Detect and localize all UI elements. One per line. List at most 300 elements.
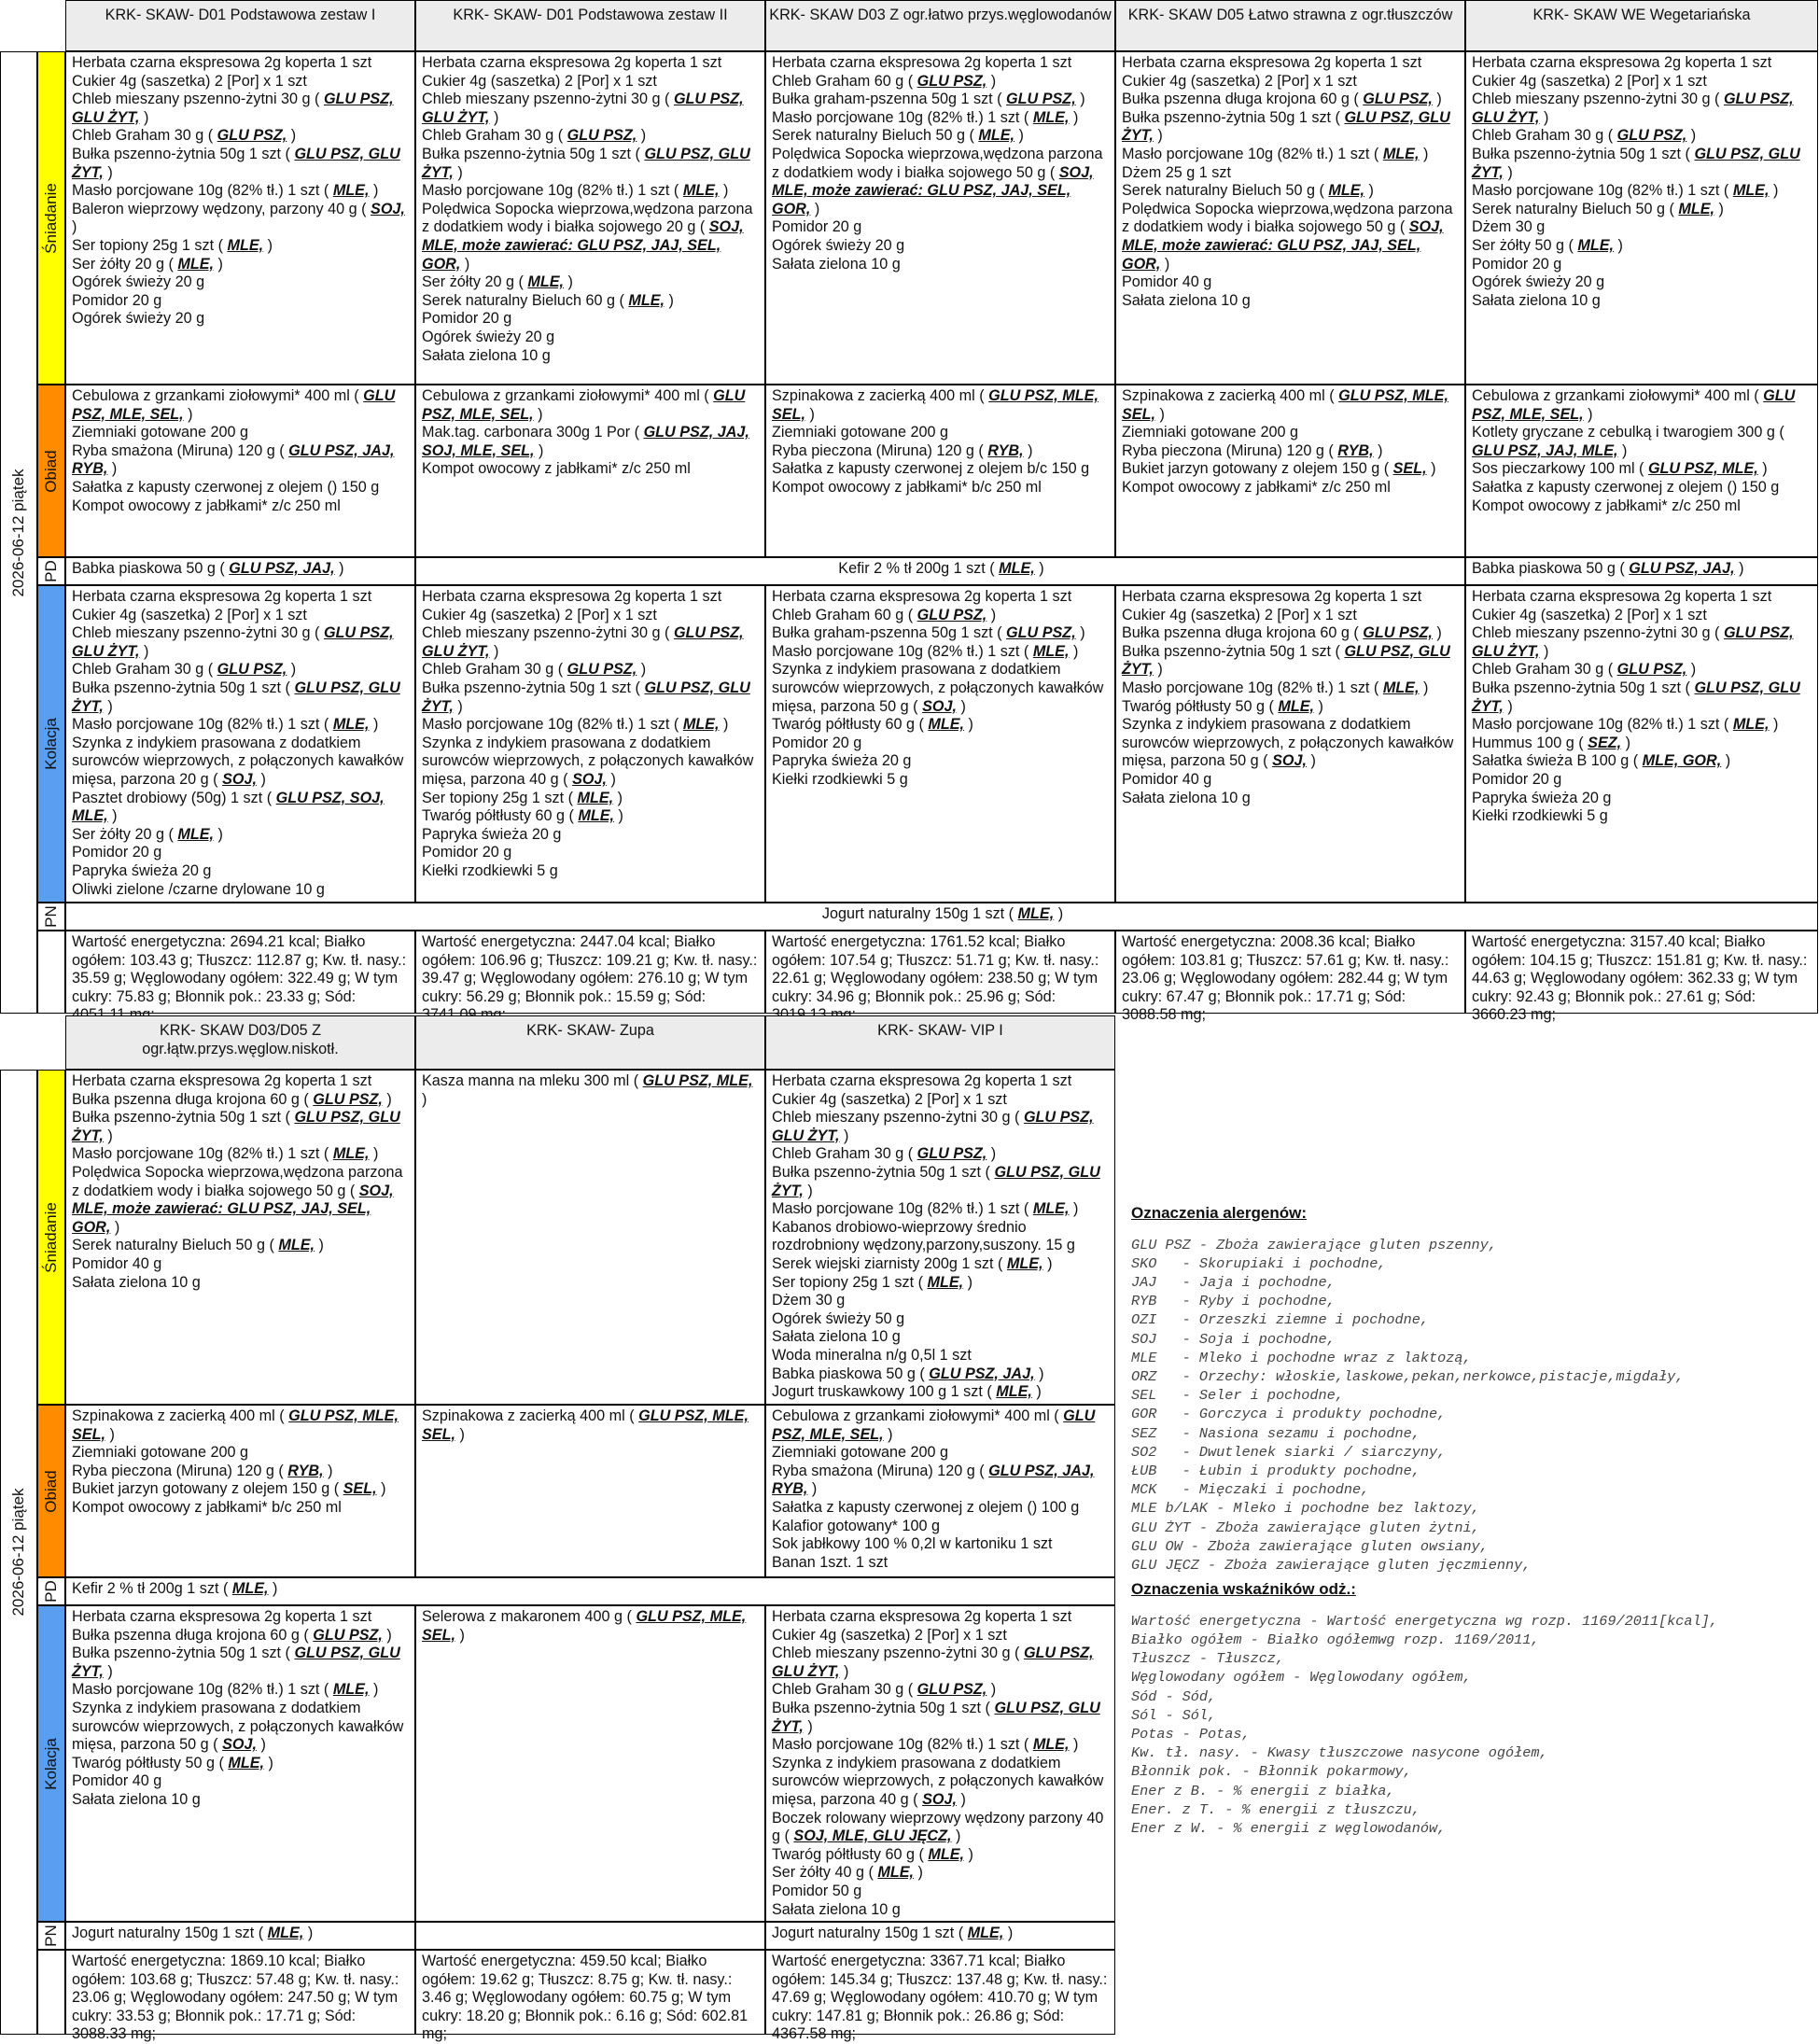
breakfast-cell	[765, 51, 1115, 385]
menu-item: Cebulowa z grzankami ziołowymi* 400 ml ( GLU PSZ, MLE, SEL, )	[72, 387, 396, 423]
menu-item: Cukier 4g (saszetka) 2 [Por] x 1 szt	[1122, 606, 1357, 623]
menu-item: Herbata czarna ekspresowa 2g koperta 1 szt	[72, 588, 372, 605]
allergen-codes: MLE,	[928, 716, 965, 734]
nutrition-cell	[1115, 931, 1465, 1024]
allergen-codes: MLE,	[877, 1864, 915, 1882]
lunch-cell	[65, 1405, 415, 1577]
allergen-codes: SOJ,	[922, 697, 957, 715]
allergen-codes: MLE,	[578, 807, 615, 825]
menu-item: Ryba pieczona (Miruna) 120 g ( RYB, )	[72, 1462, 333, 1479]
allergen-codes: MLE, GOR,	[1642, 752, 1722, 770]
meal-label: PN	[42, 905, 61, 928]
menu-item: Sałata zielona 10 g	[772, 1900, 901, 1918]
menu-item: Cebulowa z grzankami ziołowymi* 400 ml ( GLU PSZ, MLE, SEL, )	[1472, 387, 1796, 423]
nutrition-cell	[415, 931, 765, 1014]
menu-item: Ziemniaki gotowane 200 g	[772, 1444, 948, 1462]
menu-item: Masło porcjowane 10g (82% tł.) 1 szt ( MLE, )	[1472, 716, 1779, 734]
menu-item: Chleb mieszany pszenno-żytni 30 g ( GLU PSZ, GLU ŻYT, )	[72, 91, 394, 126]
supper-cell	[65, 1605, 415, 1922]
menu-item: Cukier 4g (saszetka) 2 [Por] x 1 szt	[772, 1090, 1007, 1108]
supper-cell	[1465, 585, 1818, 903]
legend-item: Potas - Potas,	[1131, 1726, 1251, 1743]
menu-item: Bułka pszenno-żytnia 50g 1 szt ( GLU PSZ, GLU ŻYT, )	[1472, 679, 1800, 715]
menu-item: Szpinakowa z zacierką 400 ml ( GLU PSZ, MLE, SEL, )	[772, 387, 1098, 423]
menu-item: Kiełki rzodkiewki 5 g	[772, 770, 908, 788]
menu-item: Ser żółty 20 g ( MLE, )	[72, 255, 223, 273]
allergen-codes: MLE,	[228, 1754, 265, 1771]
menu-item: Mak.tag. carbonara 300g 1 Por ( GLU PSZ, JAJ, SOJ, MLE, SEL, )	[422, 424, 749, 459]
legend-item: GLU OW - Zboża zawierające gluten owsiany,	[1131, 1537, 1489, 1555]
menu-item: Pomidor 20 g	[72, 844, 162, 861]
menu-item: Wartość energetyczna: 1761.52 kcal; Białko ogółem: 107.54 g; Tłuszcz: 51.71 g; Kw. tł. nasy.: 22.61 g; Węglowodany ogółem: 238.50 g; W tym cukry: 34.96 g; Błonnik pok.: 25.96 g; Sód:	[772, 933, 1099, 1005]
allergen-codes: MLE,	[978, 127, 1015, 145]
allergen-codes: GLU PSZ,	[1616, 661, 1687, 679]
allergen-codes: GLU PSZ, GLU ŻYT,	[1472, 679, 1800, 715]
menu-item: Ogórek świeży 20 g	[772, 236, 905, 254]
allergen-codes: GLU PSZ, GLU ŻYT,	[1472, 91, 1794, 126]
menu-item: Szynka z indykiem prasowana z dodatkiem surowców wieprzowych, z połączonych kawałków mięsa, parzona 40 g ( SOJ, )	[772, 1754, 1104, 1808]
allergen-codes: GLU PSZ, GLU ŻYT,	[772, 1109, 1094, 1144]
breakfast-cell	[65, 51, 415, 385]
allergen-codes: SOJ, MLE, może zawierać: GLU PSZ, JAJ, SEL, GOR,	[422, 218, 744, 273]
menu-item: Dżem 25 g 1 szt	[1122, 163, 1231, 181]
menu-item: Ziemniaki gotowane 200 g	[72, 1444, 248, 1462]
allergen-codes: SOJ,	[572, 770, 607, 788]
menu-item: Cukier 4g (saszetka) 2 [Por] x 1 szt	[72, 606, 307, 623]
allergen-codes: MLE,	[527, 273, 565, 291]
allergen-codes: GLU PSZ, MLE, SEL,	[72, 387, 396, 423]
date-cell	[0, 51, 37, 1014]
breakfast-cell	[1465, 51, 1818, 385]
menu-item: Herbata czarna ekspresowa 2g koperta 1 szt	[772, 588, 1072, 605]
menu-item: Serek naturalny Bieluch 50 g ( MLE, )	[72, 1237, 324, 1254]
legend	[1131, 1204, 1819, 1838]
menu-item: Masło porcjowane 10g (82% tł.) 1 szt ( MLE, )	[72, 1681, 379, 1699]
menu-item: Polędwica Sopocka wieprzowa,wędzona parzona z dodatkiem wody i białka sojowego 50 g ( SOJ, MLE, może zawierać: GLU PSZ, JAJ, SEL, GOR, )	[1122, 200, 1453, 273]
nutrition-cell	[65, 931, 415, 1014]
menu-item: Bułka pszenno-żytnia 50g 1 szt ( GLU PSZ, GLU ŻYT, )	[72, 1645, 400, 1680]
menu-item: Cebulowa z grzankami ziołowymi* 400 ml ( GLU PSZ, MLE, SEL, )	[772, 1407, 1096, 1443]
menu-item: Kiełki rzodkiewki 5 g	[422, 861, 558, 879]
menu-item: Masło porcjowane 10g (82% tł.) 1 szt ( MLE, )	[772, 1200, 1079, 1218]
legend-item: MLE - Mleko i pochodne wraz z laktozą,	[1131, 1349, 1472, 1366]
menu-item: Jogurt naturalny 150g 1 szt ( MLE, )	[772, 1925, 1014, 1941]
menu-item: Szpinakowa z zacierką 400 ml ( GLU PSZ, MLE, SEL, )	[1122, 387, 1448, 423]
menu-item: Ser żółty 20 g ( MLE, )	[422, 273, 573, 291]
menu-item: Chleb mieszany pszenno-żytni 30 g ( GLU PSZ, GLU ŻYT, )	[772, 1109, 1094, 1144]
menu-item: Kompot owocowy z jabłkami* b/c 250 ml	[72, 1498, 342, 1516]
menu-item: Kabanos drobiowo-wieprzowy średnio rozdrobniony wędzony,parzony,suszony. 15 g	[772, 1218, 1075, 1254]
menu-item: Jogurt naturalny 150g 1 szt ( MLE, )	[72, 1925, 314, 1941]
legend-item: SEZ - Nasiona sezamu i pochodne,	[1131, 1424, 1420, 1442]
menu-item: Bułka pszenno-żytnia 50g 1 szt ( GLU PSZ, GLU ŻYT, )	[72, 145, 400, 181]
allergen-codes: GLU PSZ,	[217, 661, 287, 679]
allergen-codes: SOJ, MLE, może zawierać: GLU PSZ, JAJ, SEL, GOR,	[72, 1182, 394, 1236]
menu-item: Herbata czarna ekspresowa 2g koperta 1 szt	[72, 1072, 372, 1089]
legend-item: MCK - Mięczaki i pochodne,	[1131, 1481, 1370, 1499]
menu-item: Pomidor 20 g	[1472, 770, 1562, 788]
allergen-codes: SOJ,	[222, 1736, 257, 1754]
menu-item: Chleb Graham 30 g ( GLU PSZ, )	[1472, 127, 1697, 145]
menu-item: Dżem 30 g	[1472, 218, 1546, 236]
menu-item: Masło porcjowane 10g (82% tł.) 1 szt ( MLE, )	[1122, 679, 1429, 696]
menu-item: Chleb Graham 30 g ( GLU PSZ, )	[772, 1681, 997, 1699]
allergen-codes: MLE,	[1032, 1200, 1070, 1218]
menu-item: Masło porcjowane 10g (82% tł.) 1 szt ( MLE, )	[772, 108, 1079, 126]
diet-name: KRK- SKAW- D01 Podstawowa zestaw I	[105, 7, 376, 23]
allergen-codes: GLU PSZ, GLU ŻYT,	[1472, 145, 1800, 181]
allergen-codes: GLU PSZ, MLE, SEL,	[422, 1407, 749, 1443]
menu-item: Ser topiony 25g 1 szt ( MLE, )	[422, 789, 623, 806]
allergen-codes: MLE,	[177, 255, 215, 273]
menu-item: Kompot owocowy z jabłkami* z/c 250 ml	[422, 460, 691, 478]
breakfast-cell	[765, 1070, 1115, 1405]
menu-item: Wartość energetyczna: 1869.10 kcal; Białko ogółem: 103.68 g; Tłuszcz: 57.48 g; Kw. tł. nasy.: 23.06 g; Węglowodany ogółem: 247.50 g; W tym cukry: 33.53 g; Błonnik pok.: 17.71 g; Sód: 3088.33 mg;	[72, 1953, 399, 2043]
allergen-codes: MLE,	[927, 1273, 964, 1291]
menu-item: Herbata czarna ekspresowa 2g koperta 1 szt	[1472, 588, 1772, 605]
legend-title: Oznaczenia alergenów:	[1131, 1204, 1307, 1222]
legend-item: Ener. z T. - % energii z tłuszczu,	[1131, 1800, 1420, 1818]
menu-item: Babka piaskowa 50 g ( GLU PSZ, JAJ, )	[72, 560, 344, 577]
legend-item: ORZ - Orzechy: włoskie,laskowe,pekan,nerkowce,pistacje,migdały,	[1131, 1368, 1685, 1386]
allergen-codes: GLU PSZ,	[313, 1626, 383, 1644]
legend-item: SEL - Seler i pochodne,	[1131, 1387, 1344, 1405]
menu-item: Masło porcjowane 10g (82% tł.) 1 szt ( MLE, )	[72, 182, 379, 200]
allergen-codes: GLU PSZ,	[916, 1681, 987, 1699]
diet-column-header	[765, 0, 1115, 51]
menu-item: Herbata czarna ekspresowa 2g koperta 1 szt	[772, 1608, 1072, 1625]
menu-item: Herbata czarna ekspresowa 2g koperta 1 szt	[72, 54, 372, 71]
allergen-codes: MLE,	[628, 291, 665, 309]
allergen-codes: SOJ, MLE, GLU JĘCZ,	[793, 1827, 952, 1845]
allergen-codes: GLU PSZ, JAJ,	[229, 560, 335, 577]
menu-item: Herbata czarna ekspresowa 2g koperta 1 szt	[72, 1608, 372, 1625]
allergen-codes: MLE,	[1278, 697, 1315, 715]
allergen-codes: GLU PSZ, GLU ŻYT,	[422, 145, 750, 181]
supper-cell	[1115, 585, 1465, 903]
legend-item: MLE b/LAK - Mleko i pochodne bez laktozy,	[1131, 1500, 1480, 1518]
menu-item: Ser topiony 25g 1 szt ( MLE, )	[72, 236, 273, 254]
allergen-codes: GLU PSZ, MLE, SEL,	[422, 1608, 747, 1644]
menu-item: Ser żółty 20 g ( MLE, )	[72, 825, 223, 843]
allergen-codes: GLU PSZ, GLU ŻYT,	[72, 679, 400, 715]
menu-item: Cukier 4g (saszetka) 2 [Por] x 1 szt	[772, 1626, 1007, 1644]
allergen-codes: MLE,	[332, 716, 370, 734]
meal-label: PD	[42, 1580, 61, 1603]
legend-item: SKO - Skorupiaki i pochodne,	[1131, 1254, 1387, 1272]
allergen-codes: RYB,	[1337, 441, 1374, 459]
legend-item: GLU JĘCZ - Zboża zawierające gluten jęczmienny,	[1131, 1557, 1532, 1575]
diet-name: KRK- SKAW WE Wegetariańska	[1532, 7, 1751, 23]
diet-column-header	[415, 0, 765, 51]
legend-item: JAJ - Jaja i pochodne,	[1131, 1274, 1336, 1291]
allergen-codes: SOJ,	[922, 1790, 957, 1808]
diet-column-header	[65, 0, 415, 51]
menu-item: Kompot owocowy z jabłkami* b/c 250 ml	[772, 478, 1042, 496]
menu-item: Szynka z indykiem prasowana z dodatkiem surowców wieprzowych, z połączonych kawałków mięsa, parzona 50 g ( SOJ, )	[772, 661, 1104, 715]
allergen-codes: RYB,	[987, 441, 1024, 459]
menu-item: Wartość energetyczna: 2008.36 kcal; Białko ogółem: 103.81 g; Tłuszcz: 57.61 g; Kw. tł. nasy.: 23.06 g; Węglowodany ogółem: 282.44 g; W tym cukry: 67.47 g; Błonnik pok.: 17.71 g; Sód: 3088.58 mg;	[1122, 933, 1449, 1024]
menu-item: Bułka pszenna długa krojona 60 g ( GLU PSZ, )	[1122, 624, 1442, 642]
allergen-codes: SOJ,	[1272, 752, 1307, 770]
legend-item: SOJ - Soja i pochodne,	[1131, 1330, 1336, 1348]
menu-item: Papryka świeża 20 g	[72, 861, 212, 879]
menu-item: Serek naturalny Bieluch 60 g ( MLE, )	[422, 291, 674, 309]
meal-empty	[37, 931, 65, 1014]
snack-pd-cell	[65, 557, 415, 585]
allergen-codes: MLE,	[1732, 716, 1770, 734]
menu-item: Chleb Graham 60 g ( GLU PSZ, )	[772, 606, 997, 623]
allergen-codes: GLU PSZ,	[916, 72, 987, 90]
legend-item: Białko ogółem - Białko ogółemwg rozp. 1169/2011,	[1131, 1631, 1540, 1649]
allergen-codes: GLU PSZ, GLU ŻYT,	[72, 145, 400, 181]
menu-item: Herbata czarna ekspresowa 2g koperta 1 szt	[1122, 54, 1422, 71]
menu-item: Cukier 4g (saszetka) 2 [Por] x 1 szt	[422, 72, 657, 90]
menu-item: Wartość energetyczna: 2447.04 kcal; Białko ogółem: 106.96 g; Tłuszcz: 109.21 g; Kw. tł. nasy.: 39.47 g; Węglowodany ogółem: 276.10 g; W tym cukry: 56.29 g; Błonnik pok.: 15.59 g; Sód:	[422, 933, 758, 1005]
menu-item: Papryka świeża 20 g	[772, 752, 912, 770]
supper-cell	[765, 585, 1115, 903]
allergen-codes: RYB,	[287, 1462, 324, 1479]
menu-item: Chleb mieszany pszenno-żytni 30 g ( GLU PSZ, GLU ŻYT, )	[422, 91, 744, 126]
menu-item: Masło porcjowane 10g (82% tł.) 1 szt ( MLE, )	[1122, 145, 1429, 162]
menu-item: Herbata czarna ekspresowa 2g koperta 1 szt	[772, 54, 1072, 71]
menu-item: Sałata zielona 10 g	[72, 1790, 201, 1808]
menu-item: Masło porcjowane 10g (82% tł.) 1 szt ( MLE, )	[1472, 182, 1779, 200]
menu-item: Sałata zielona 10 g	[1122, 291, 1251, 309]
menu-item: Dżem 30 g	[772, 1292, 846, 1309]
menu-item: Twaróg półtłusty 60 g ( MLE, )	[422, 807, 623, 825]
allergen-codes: GLU PSZ, GLU ŻYT,	[772, 1645, 1094, 1680]
menu-item: Baleron wieprzowy wędzony, parzony 40 g ( SOJ, )	[72, 200, 405, 236]
menu-item: Pasztet drobiowy (50g) 1 szt ( GLU PSZ, SOJ, MLE, )	[72, 789, 385, 825]
meal-label: PN	[42, 1925, 61, 1947]
diet-name: KRK- SKAW- VIP I	[877, 1022, 1003, 1039]
allergen-codes: MLE,	[267, 1925, 304, 1941]
lunch-cell	[1465, 385, 1818, 557]
allergen-codes: GLU PSZ, MLE,	[1647, 460, 1758, 478]
menu-item: Jogurt truskawkowy 100 g 1 szt ( MLE, )	[772, 1383, 1042, 1401]
allergen-codes: GLU PSZ, MLE, SEL,	[772, 1407, 1096, 1443]
lunch-cell	[415, 1405, 765, 1577]
allergen-codes: GLU PSZ, MLE,	[642, 1072, 753, 1089]
menu-item: Chleb Graham 30 g ( GLU PSZ, )	[1472, 661, 1697, 679]
allergen-codes: MLE,	[1032, 1736, 1070, 1754]
supper-cell	[415, 1605, 765, 1922]
meal-snack-pd	[37, 1577, 65, 1605]
allergen-codes: GLU PSZ,	[1006, 91, 1076, 108]
menu-item: Bułka pszenno-żytnia 50g 1 szt ( GLU PSZ, GLU ŻYT, )	[772, 1699, 1100, 1735]
allergen-codes: SOJ, MLE, może zawierać: GLU PSZ, JAJ, SEL, GOR,	[772, 163, 1094, 217]
menu-item: Sałatka świeża B 100 g ( MLE, GOR, )	[1472, 752, 1731, 770]
allergen-codes: MLE,	[928, 1845, 965, 1863]
menu-item: Twaróg półtłusty 50 g ( MLE, )	[1122, 697, 1323, 715]
menu-item: Sałata zielona 10 g	[72, 1273, 201, 1291]
menu-item: Cukier 4g (saszetka) 2 [Por] x 1 szt	[1122, 72, 1357, 90]
legend-item: ŁUB - Łubin i produkty pochodne,	[1131, 1463, 1420, 1480]
allergen-codes: GLU PSZ, JAJ,	[1629, 560, 1735, 577]
menu-item: Cukier 4g (saszetka) 2 [Por] x 1 szt	[1472, 606, 1707, 623]
meal-label: PD	[42, 560, 61, 582]
menu-item: Bułka pszenno-żytnia 50g 1 szt ( GLU PSZ, GLU ŻYT, )	[1122, 108, 1450, 145]
menu-item: Chleb Graham 30 g ( GLU PSZ, )	[72, 661, 297, 679]
allergen-codes: GLU PSZ, GLU ŻYT,	[422, 91, 744, 126]
menu-item: Bułka pszenno-żytnia 50g 1 szt ( GLU PSZ, GLU ŻYT, )	[1472, 145, 1800, 181]
legend-item: RYB - Ryby i pochodne,	[1131, 1293, 1336, 1310]
menu-item: Pomidor 50 g	[772, 1882, 862, 1899]
menu-item: Wartość energetyczna: 2694.21 kcal; Białko ogółem: 103.43 g; Tłuszcz: 112.87 g; Kw. tł. nasy.: 35.59 g; Węglowodany ogółem: 322.49 g; W tym cukry: 75.83 g; Błonnik pok.: 23.33 g; Sód:	[72, 933, 407, 1005]
menu-item: Szynka z indykiem prasowana z dodatkiem surowców wieprzowych, z połączonych kawałków mięsa, parzona 20 g ( SOJ, )	[72, 734, 404, 788]
legend-item: Ener z W. - % energii z węglowodanów,	[1131, 1820, 1447, 1838]
lunch-cell	[765, 385, 1115, 557]
menu-item: Babka piaskowa 50 g ( GLU PSZ, JAJ, )	[772, 1365, 1044, 1382]
meal-snack-pn	[37, 1922, 65, 1950]
menu-item: Kefir 2 % tł 200g 1 szt ( MLE, )	[838, 560, 1044, 577]
allergen-codes: GLU PSZ, MLE, SEL,	[1472, 387, 1796, 423]
menu-item: Serek wiejski ziarnisty 200g 1 szt ( MLE, )	[772, 1254, 1053, 1272]
menu-item: Sos pieczarkowy 100 ml ( GLU PSZ, MLE, )	[1472, 460, 1768, 478]
allergen-codes: MLE,	[1732, 182, 1770, 200]
diet-column-header	[65, 1015, 415, 1070]
nutrition-cell	[415, 1950, 765, 2043]
menu-item: Ziemniaki gotowane 200 g	[772, 424, 948, 441]
diet-column-header	[765, 1015, 1115, 1070]
allergen-codes: SEL,	[1392, 460, 1427, 478]
menu-item: Sałatka z kapusty czerwonej z olejem b/c 150 g	[772, 460, 1090, 478]
legend-item: Kw. tł. nasy. - Kwasy tłuszczowe nasycone ogółem,	[1131, 1744, 1548, 1762]
allergen-codes: GLU PSZ, GLU ŻYT,	[72, 1645, 400, 1680]
legend-item: Węglowodany ogółem - Węglowodany ogółem,	[1131, 1669, 1472, 1687]
menu-item: Bukiet jarzyn gotowany z olejem 150 g ( SEL, )	[72, 1480, 386, 1498]
menu-item: Sałata zielona 10 g	[422, 346, 551, 364]
nutrition-cell	[765, 931, 1115, 1014]
allergen-codes: SEZ,	[1588, 734, 1622, 751]
menu-item: Herbata czarna ekspresowa 2g koperta 1 szt	[772, 1072, 1072, 1089]
date-label: 2026-06-12 piątek	[9, 468, 28, 597]
allergen-codes: MLE,	[1678, 200, 1715, 217]
allergen-codes: GLU PSZ,	[313, 1090, 383, 1108]
allergen-codes: GLU PSZ, GLU ŻYT,	[1122, 108, 1450, 145]
lunch-cell	[1115, 385, 1465, 557]
breakfast-cell	[1115, 51, 1465, 385]
menu-item: Kotlety gryczane z cebulką i twarogiem 300 g ( GLU PSZ, JAJ, MLE, )	[1472, 424, 1784, 459]
allergen-codes: GLU PSZ, GLU ŻYT,	[72, 1109, 400, 1144]
menu-item: Ogórek świeży 20 g	[1472, 273, 1605, 291]
meal-breakfast	[37, 51, 65, 385]
legend-item: Wartość energetyczna - Wartość energetyczna wg rozp. 1169/2011[kcal],	[1131, 1612, 1718, 1630]
legend-item: Sól - Sól,	[1131, 1706, 1217, 1724]
menu-item: Ogórek świeży 20 g	[72, 310, 205, 328]
menu-item: Sałatka z kapusty czerwonej z olejem () 150 g	[1472, 478, 1780, 496]
menu-item: Chleb mieszany pszenno-żytni 30 g ( GLU PSZ, GLU ŻYT, )	[422, 624, 744, 660]
menu-item: Hummus 100 g ( SEZ, )	[1472, 734, 1631, 751]
menu-item: Herbata czarna ekspresowa 2g koperta 1 szt	[422, 54, 722, 71]
menu-item: Szynka z indykiem prasowana z dodatkiem surowców wieprzowych, z połączonych kawałków mięsa, parzona 50 g ( SOJ, )	[72, 1699, 404, 1754]
allergen-codes: MLE,	[177, 825, 215, 843]
lunch-cell	[65, 385, 415, 557]
menu-item: Kalafior gotowany* 100 g	[772, 1517, 940, 1534]
allergen-codes: GLU PSZ, GLU ŻYT,	[422, 679, 750, 715]
legend-item: GOR - Gorczyca i produkty pochodne,	[1131, 1406, 1447, 1423]
allergen-codes: GLU PSZ, GLU ŻYT,	[772, 1699, 1100, 1735]
legend-item: Ener z B. - % energii z białka,	[1131, 1782, 1395, 1799]
allergen-codes: MLE,	[577, 789, 614, 806]
allergen-codes: GLU PSZ, GLU ŻYT,	[422, 624, 744, 660]
menu-item: Pomidor 20 g	[772, 734, 862, 751]
menu-item: Bułka pszenno-żytnia 50g 1 szt ( GLU PSZ, GLU ŻYT, )	[72, 679, 400, 715]
menu-item: Pomidor 20 g	[422, 310, 512, 328]
allergen-codes: MLE,	[1032, 642, 1070, 660]
menu-item: Pomidor 40 g	[72, 1254, 162, 1272]
allergen-codes: GLU PSZ, MLE, SEL,	[72, 1407, 399, 1443]
meal-label: Obiad	[42, 449, 61, 493]
menu-item: Twaróg półtłusty 60 g ( MLE, )	[772, 1845, 973, 1863]
menu-item: Papryka świeża 20 g	[1472, 789, 1612, 806]
menu-item: Oliwki zielone /czarne drylowane 10 g	[72, 880, 325, 898]
allergen-codes: GLU PSZ,	[1363, 91, 1433, 108]
allergen-codes: SOJ,	[371, 200, 405, 217]
menu-item: Kompot owocowy z jabłkami* z/c 250 ml	[1122, 478, 1391, 496]
menu-item: Chleb Graham 30 g ( GLU PSZ, )	[772, 1145, 997, 1163]
allergen-codes: GLU PSZ, JAJ, SOJ, MLE, SEL,	[422, 424, 749, 459]
menu-item: Bukiet jarzyn gotowany z olejem 150 g ( SEL, )	[1122, 460, 1436, 478]
nutrition-cell	[65, 1950, 415, 2043]
diet-column-header	[1465, 0, 1818, 51]
meal-label: Śniadanie	[42, 182, 61, 254]
snack-pn-shared-cell	[65, 903, 1818, 931]
allergen-codes: GLU PSZ,	[217, 127, 287, 145]
menu-item: Ser żółty 50 g ( MLE, )	[1472, 236, 1623, 254]
allergen-codes: MLE,	[967, 1925, 1004, 1941]
supper-cell	[65, 585, 415, 903]
menu-item: Bułka pszenna długa krojona 60 g ( GLU PSZ, )	[72, 1090, 392, 1108]
allergen-codes: MLE,	[227, 236, 264, 254]
meal-snack-pn	[37, 903, 65, 931]
diet-name: KRK- SKAW- Zupa	[526, 1022, 654, 1039]
menu-item: Twaróg półtłusty 60 g ( MLE, )	[772, 716, 973, 734]
breakfast-cell	[415, 1070, 765, 1405]
allergen-codes: GLU PSZ,	[1006, 624, 1076, 642]
menu-item: Ogórek świeży 50 g	[772, 1309, 905, 1327]
menu-item: Herbata czarna ekspresowa 2g koperta 1 szt	[422, 588, 722, 605]
legend-item: OZI - Orzeszki ziemne i pochodne,	[1131, 1311, 1429, 1329]
menu-item: Bułka pszenno-żytnia 50g 1 szt ( GLU PSZ, GLU ŻYT, )	[1122, 642, 1450, 679]
menu-item: Ryba smażona (Miruna) 120 g ( GLU PSZ, JAJ, RYB, )	[72, 441, 395, 478]
allergen-codes: MLE,	[996, 1383, 1032, 1401]
menu-item: Boczek rolowany wieprzowy wędzony parzony 40 g ( SOJ, MLE, GLU JĘCZ, )	[772, 1809, 1104, 1845]
legend-title: Oznaczenia wskaźników odż.:	[1131, 1580, 1356, 1599]
meal-label: Kolacja	[42, 1737, 61, 1790]
menu-item: Bułka graham-pszenna 50g 1 szt ( GLU PSZ, )	[772, 91, 1085, 108]
diet-name: KRK- SKAW D03 Z ogr.łatwo przys.węglowodanów	[769, 7, 1112, 23]
legend-item: Błonnik pok. - Błonnik pokarmowy,	[1131, 1763, 1412, 1781]
menu-item: Sałata zielona 10 g	[772, 1328, 901, 1346]
menu-item: Bułka pszenna długa krojona 60 g ( GLU PSZ, )	[72, 1626, 392, 1644]
meal-snack-pd	[37, 557, 65, 585]
nutrition-cell	[765, 1950, 1115, 2043]
menu-item: Chleb Graham 30 g ( GLU PSZ, )	[72, 127, 297, 145]
menu-item: Ogórek świeży 20 g	[422, 328, 555, 345]
snack-pd-shared-cell	[415, 557, 1465, 585]
menu-item: Chleb Graham 30 g ( GLU PSZ, )	[422, 661, 647, 679]
menu-item: Babka piaskowa 50 g ( GLU PSZ, JAJ, )	[1472, 560, 1744, 577]
meal-label: Obiad	[42, 1469, 61, 1513]
allergen-codes: GLU PSZ, GLU ŻYT,	[772, 1163, 1100, 1199]
menu-item: Szpinakowa z zacierką 400 ml ( GLU PSZ, MLE, SEL, )	[72, 1407, 399, 1443]
allergen-codes: MLE,	[332, 1145, 370, 1163]
menu-item: Masło porcjowane 10g (82% tł.) 1 szt ( MLE, )	[72, 716, 379, 734]
allergen-codes: MLE,	[1032, 108, 1070, 126]
allergen-codes: GLU PSZ, MLE, SEL,	[772, 387, 1098, 423]
